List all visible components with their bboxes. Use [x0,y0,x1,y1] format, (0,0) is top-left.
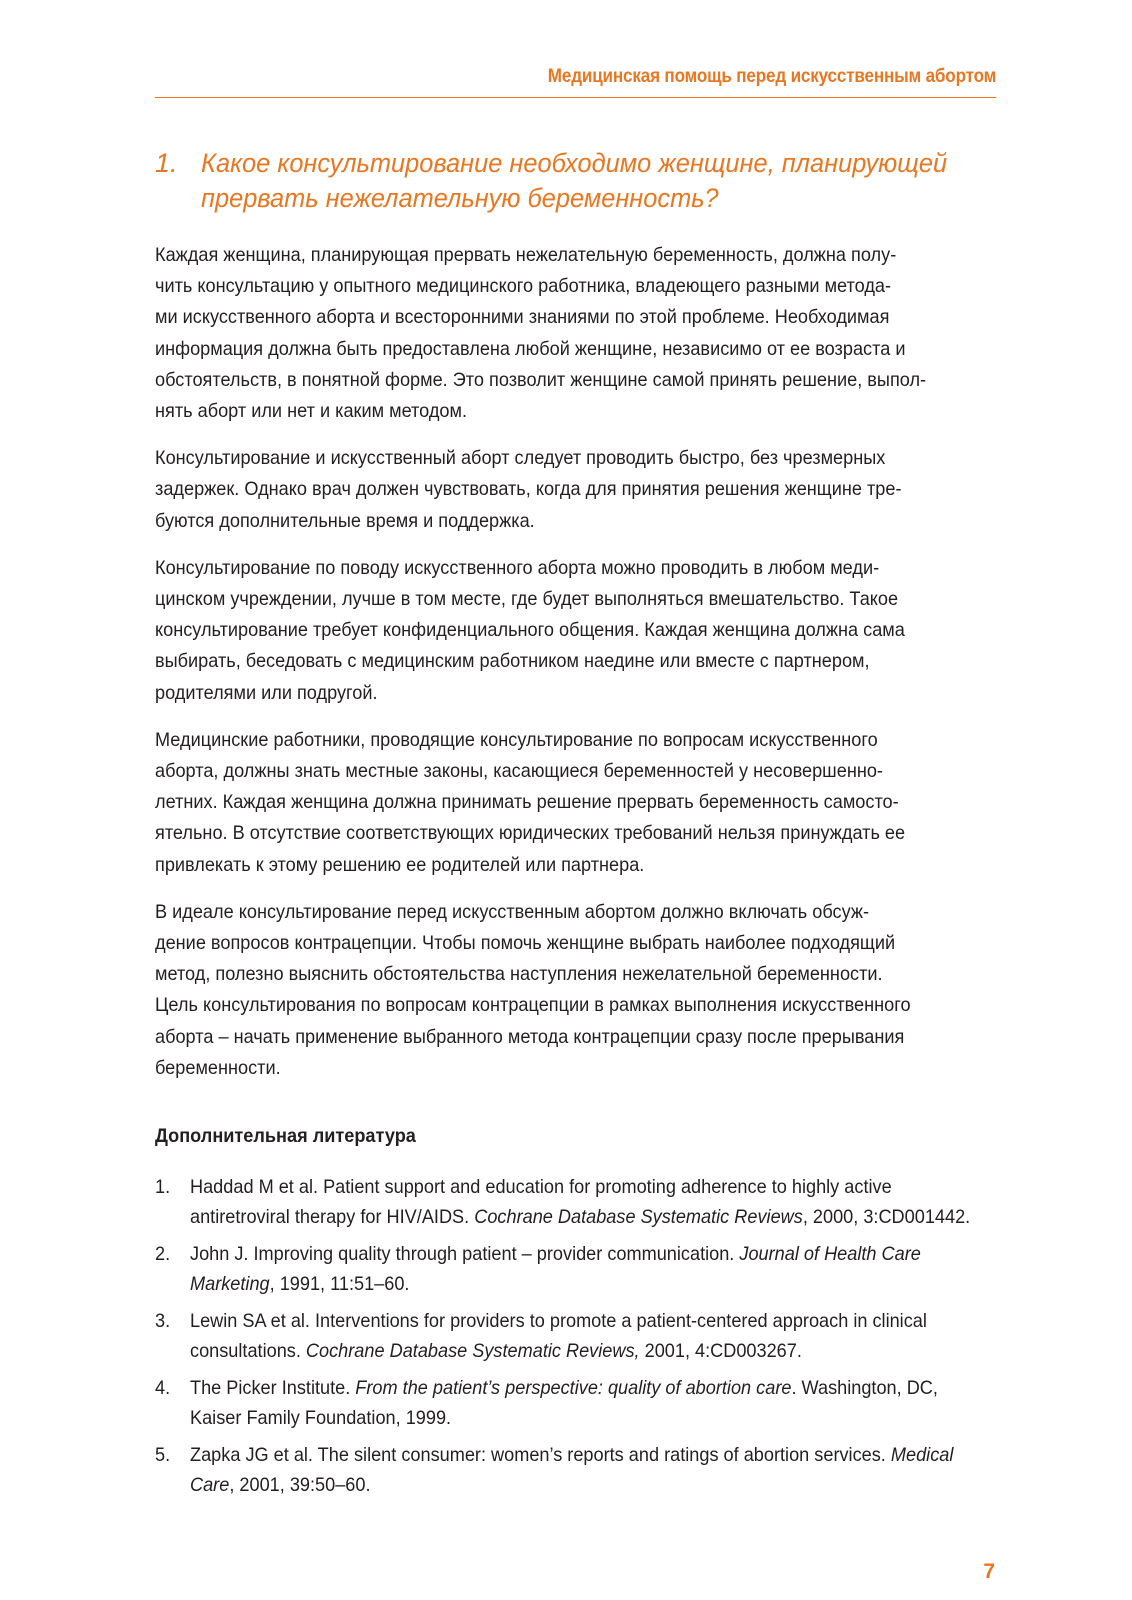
running-title: Медицинская помощь перед искусственным абортом [547,66,996,87]
text-line: метод, полезно выяснить обстоятельства наступления нежелательной беременности. [155,963,883,986]
journal-title: Care [190,1474,230,1496]
text-line: родителями или подругой. [155,681,378,704]
reference-number: 1. [155,1176,171,1198]
text-line: привлекать к этому решению ее родителей или партнера. [155,853,645,876]
text-line: буются дополнительные время и поддержка. [155,509,535,532]
reference-text [190,1172,999,1232]
text-line: Цель консультирования по вопросам контрацепции в рамках выполнения искусственного [155,994,911,1017]
reference-number: 3. [155,1310,171,1332]
text-line: ми искусственного аборта и всесторонними знаниями по этой проблеме. Необходимая [155,306,890,329]
reference-list [155,1172,996,1507]
reference-line: antiretroviral therapy for HIV/AIDS. Cochrane Database Systematic Reviews, 2000, 3:CD001442. [190,1206,971,1228]
reference-item [155,1239,996,1299]
reference-line: Haddad M et al. Patient support and education for promoting adherence to highly active [190,1176,892,1198]
book-title: From the patient’s perspective: quality of abortion care [355,1377,792,1399]
section-heading [155,146,996,216]
reference-line: Lewin SA et al. Interventions for providers to promote a patient-centered approach in clinical [190,1310,927,1332]
journal-title: Cochrane Database Systematic Reviews, [305,1340,640,1362]
text-line: летних. Каждая женщина должна принимать решение прервать беременность самосто- [155,791,899,814]
section-title-line: прервать нежелательную беременность? [201,183,719,213]
text-line: В идеале консультирование перед искусственным абортом должно включать обсуж- [155,900,870,923]
text-line: цинском учреждении, лучше в том месте, где будет выполняться вмешательство. Такое [155,588,899,611]
journal-title: Cochrane Database Systematic Reviews [474,1206,803,1228]
literature-heading: Дополнительная литература [155,1125,416,1147]
reference-item [155,1172,996,1232]
text-line: аборта – начать применение выбранного метода контрацепции сразу после прерывания [155,1025,905,1048]
text-line: Консультирование и искусственный аборт следует проводить быстро, без чрезмерных [155,447,886,470]
paragraph [155,240,997,427]
reference-number: 4. [155,1377,171,1399]
reference-line: Kaiser Family Foundation, 1999. [190,1407,452,1429]
reference-item [155,1306,996,1366]
section-title-line: Какое консультирование необходимо женщине, планирующей [201,148,948,178]
reference-item [155,1440,996,1500]
text-line: обстоятельств, в понятной форме. Это позволит женщине самой принять решение, выпол- [155,368,927,391]
reference-number: 5. [155,1444,171,1466]
reference-line: The Picker Institute. From the patient’s perspective: quality of abortion care. Washington, DC, [190,1377,938,1399]
section-title [201,146,1000,216]
paragraph [155,553,997,709]
text-line: чить консультацию у опытного медицинского работника, владеющего разными метода- [155,275,892,298]
reference-text [190,1373,999,1433]
reference-line: Care, 2001, 39:50–60. [190,1474,371,1496]
text-line: аборта, должны знать местные законы, касающиеся беременностей у несовершенно- [155,760,883,783]
journal-title: Marketing [190,1273,270,1295]
text-line: выбирать, беседовать с медицинским работником наедине или вместе с партнером, [155,650,870,673]
text-line: информация должна быть предоставлена любой женщине, независимо от ее возраста и [155,337,906,360]
reference-number: 2. [155,1243,171,1265]
paragraph [155,725,997,881]
reference-line: Marketing, 1991, 11:51–60. [190,1273,410,1295]
page-number: 7 [983,1560,995,1583]
text-line: задержек. Однако врач должен чувствовать, когда для принятия решения женщине тре- [155,478,902,501]
text-line: Каждая женщина, планирующая прервать нежелательную беременность, должна полу- [155,244,897,266]
text-line: дение вопросов контрацепции. Чтобы помочь женщине выбрать наиболее подходящий [155,932,896,955]
reference-text [190,1306,999,1366]
reference-line: Zapka JG et al. The silent consumer: women’s reports and ratings of abortion services. Medical [190,1444,954,1466]
reference-line: John J. Improving quality through patient – provider communication. Journal of Health Care [190,1243,921,1265]
text-line: Консультирование по поводу искусственного аборта можно проводить в любом меди- [155,556,880,579]
journal-title: Medical [890,1444,954,1466]
body-text [155,240,996,1100]
text-line: беременности. [155,1056,281,1079]
reference-text [190,1440,999,1500]
reference-item [155,1373,996,1433]
text-line: ятельно. В отсутствие соответствующих юридических требований нельзя принуждать ее [155,822,906,845]
reference-text [190,1239,999,1299]
text-line: консультирование требует конфиденциального общения. Каждая женщина должна сама [155,619,905,642]
page-header [155,62,996,98]
journal-title: Journal of Health Care [739,1243,921,1265]
reference-line: consultations. Cochrane Database Systematic Reviews, 2001, 4:CD003267. [190,1340,802,1362]
paragraph [155,897,997,1084]
text-line: нять аборт или нет и каким методом. [155,400,468,423]
section-number: 1. [155,148,178,178]
text-line: Медицинские работники, проводящие консультирование по вопросам искусственного [155,728,878,751]
paragraph [155,443,997,537]
